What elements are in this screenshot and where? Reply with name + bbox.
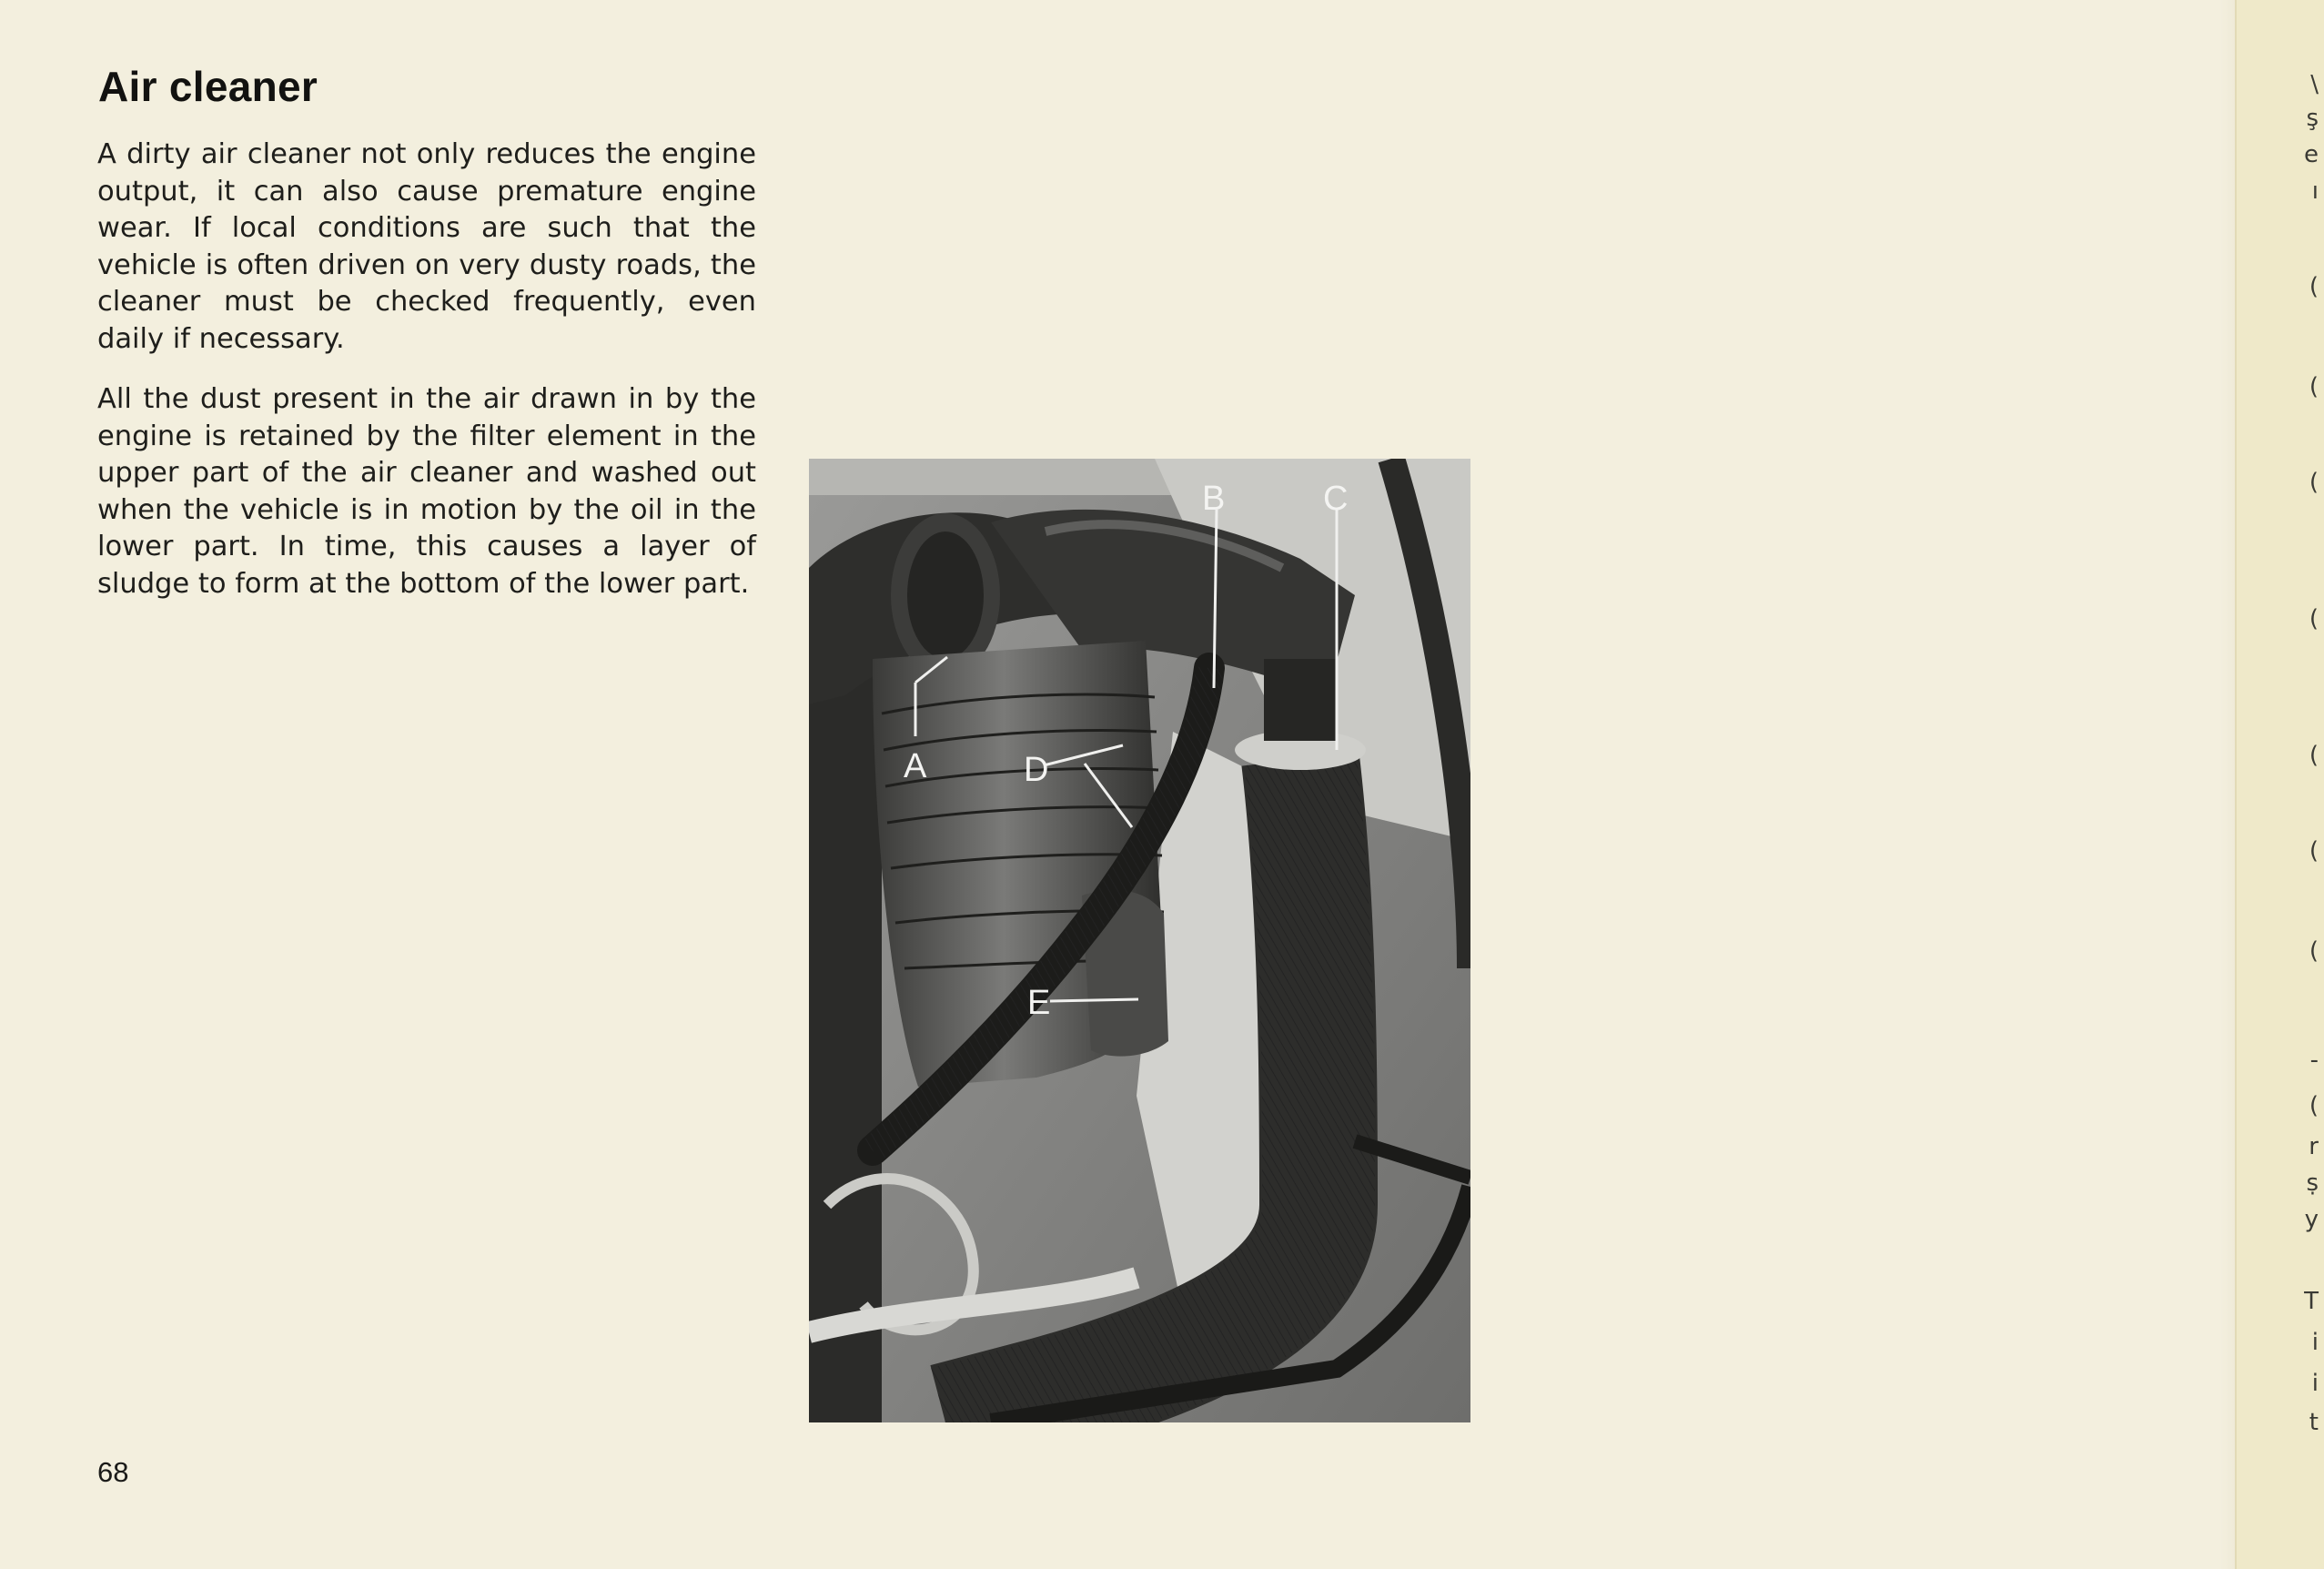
callout-d: D <box>1024 751 1049 789</box>
adjacent-page-fragment: ( <box>2309 273 2319 300</box>
section-title: Air cleaner <box>98 63 318 110</box>
adjacent-page-fragment: y <box>2304 1206 2319 1233</box>
adjacent-page-fragment: r <box>2309 1133 2319 1160</box>
adjacent-page-fragment: T <box>2304 1288 2319 1315</box>
adjacent-page-fragment: - <box>2309 1047 2319 1074</box>
adjacent-page-fragment: ( <box>2309 837 2319 865</box>
adjacent-page-fragment: ( <box>2309 373 2319 400</box>
adjacent-page-fragment: ( <box>2309 742 2319 769</box>
adjacent-page-fragment: ṣ <box>2306 1169 2319 1197</box>
air-cleaner-photo <box>809 459 1470 1422</box>
adjacent-page-fragment: i <box>2311 1370 2319 1397</box>
paragraph-dust-retention: All the dust present in the air drawn in by the engine is retained by the filter element in the upper part of the air cleaner and washed out when the vehicle is in motion by the oil in the lower part. In time, this causes a layer of sludge to form at the bottom of the lower part. <box>97 383 756 600</box>
adjacent-page-fragment: \ <box>2310 71 2319 98</box>
adjacent-page-fragment: i <box>2311 1329 2319 1356</box>
adjacent-page-fragment: t <box>2309 1409 2319 1436</box>
callout-a: A <box>904 747 927 785</box>
adjacent-page-fragment: ş <box>2306 105 2319 132</box>
adjacent-page-fragment: e <box>2304 141 2319 168</box>
adjacent-page-fragment: ı <box>2311 177 2319 205</box>
page-number: 68 <box>97 1456 129 1488</box>
callout-e: E <box>1027 984 1051 1022</box>
adjacent-page-fragment: ( <box>2309 937 2319 965</box>
callout-c: C <box>1323 480 1349 518</box>
adjacent-page-edge <box>2235 0 2324 1569</box>
paragraph-dirty-cleaner: A dirty air cleaner not only reduces the engine output, it can also cause premature engine wear. If local conditions are such that the vehicle is often driven on very dusty roads, the cleaner must be checked frequently, even daily if necessary. <box>97 138 756 355</box>
adjacent-page-fragment: ( <box>2309 605 2319 633</box>
callout-b: B <box>1202 480 1226 518</box>
adjacent-page-fragment: ( <box>2309 1092 2319 1119</box>
adjacent-page-fragment: ( <box>2309 469 2319 496</box>
